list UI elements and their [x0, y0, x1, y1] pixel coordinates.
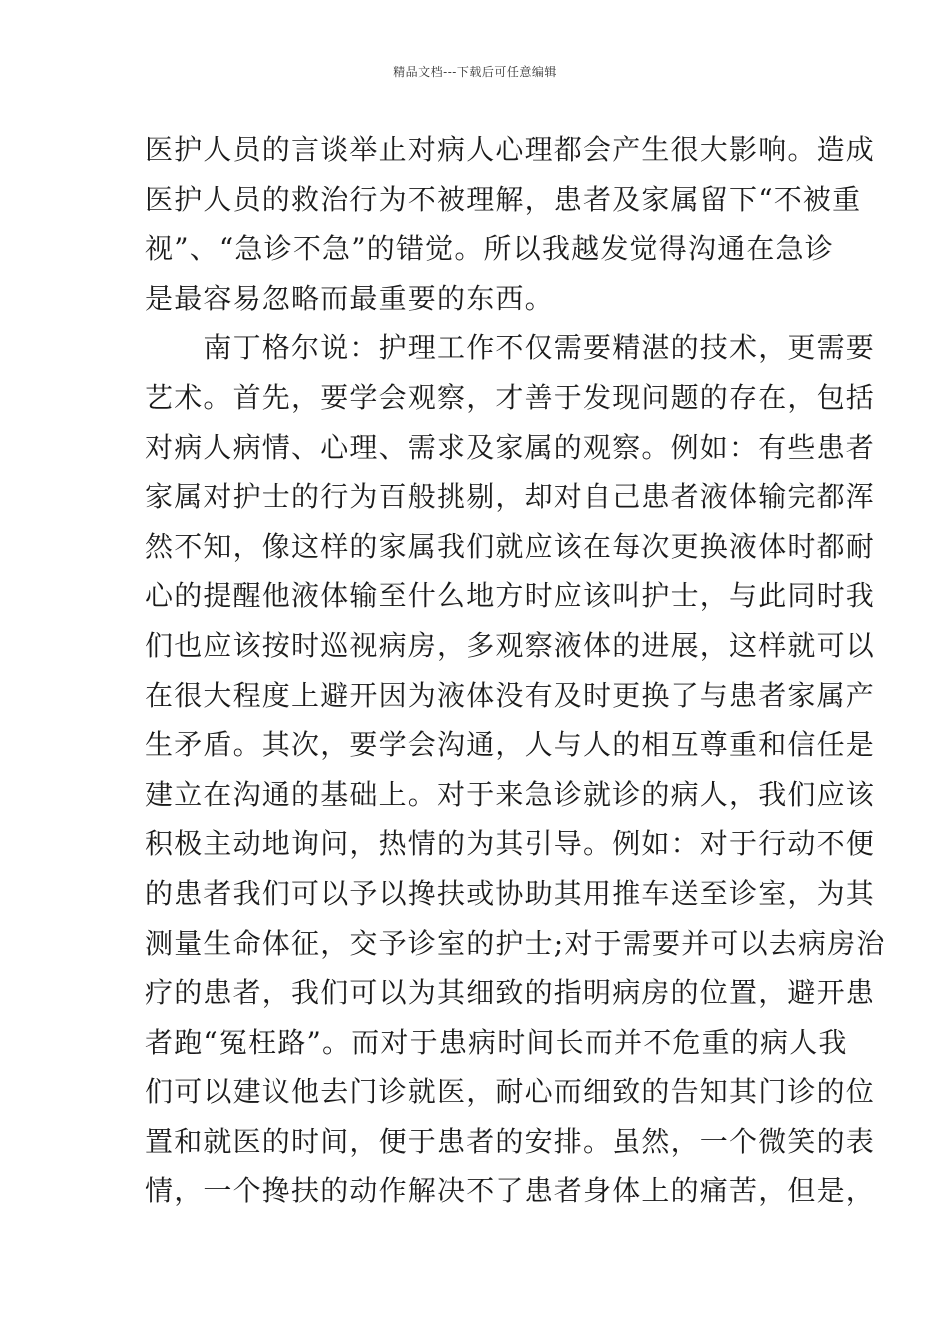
text-line: 艺术。首先，要学会观察，才善于发现问题的存在，包括 [145, 380, 876, 414]
text-line: 家属对护士的行为百般挑剔，却对自己患者液体输完都浑 [145, 480, 876, 514]
text-line: 置和就医的时间，便于患者的安排。虽然，一个微笑的表 [145, 1124, 876, 1158]
page-header: 精品文档---下载后可任意编辑 [393, 65, 557, 79]
text-line: 们可以建议他去门诊就医，耐心而细致的告知其门诊的位 [145, 1075, 876, 1109]
text-line: 建立在沟通的基础上。对于来急诊就诊的病人，我们应该 [145, 777, 876, 811]
text-line: 积极主动地询问，热情的为其引导。例如：对于行动不便 [145, 827, 876, 861]
text-line: 们也应该按时巡视病房，多观察液体的进展，这样就可以 [145, 628, 876, 662]
document-body [145, 128, 886, 1219]
text-line: 然不知，像这样的家属我们就应该在每次更换液体时都耐 [145, 529, 876, 563]
text-line: 视”、“急诊不急”的错觉。所以我越发觉得沟通在急诊 [145, 232, 834, 266]
text-line: 医护人员的言谈举止对病人心理都会产生很大影响。造成 [145, 133, 876, 166]
text-line: 心的提醒他液体输至什么地方时应该叫护士，与此同时我 [145, 579, 876, 613]
text-line: 南丁格尔说：护理工作不仅需要精湛的技术，更需要 [145, 331, 876, 365]
text-line: 是最容易忽略而最重要的东西。 [145, 281, 554, 315]
text-line: 测量生命体征，交予诊室的护士;对于需要并可以去病房治 [145, 926, 886, 960]
text-line: 在很大程度上避开因为液体没有及时更换了与患者家属产 [145, 678, 876, 712]
text-line: 疗的患者，我们可以为其细致的指明病房的位置，避开患 [145, 976, 876, 1010]
text-line: 者跑“冤枉路”。而对于患病时间长而并不危重的病人我 [145, 1025, 848, 1059]
text-line: 生矛盾。其次，要学会沟通，人与人的相互尊重和信任是 [145, 728, 876, 762]
text-line: 情，一个搀扶的动作解决不了患者身体上的痛苦，但是， [145, 1174, 876, 1208]
text-line: 的患者我们可以予以搀扶或协助其用推车送至诊室，为其 [145, 876, 876, 910]
text-line: 医护人员的救治行为不被理解，患者及家属留下“不被重 [145, 182, 862, 216]
text-line: 对病人病情、心理、需求及家属的观察。例如：有些患者 [145, 430, 876, 464]
